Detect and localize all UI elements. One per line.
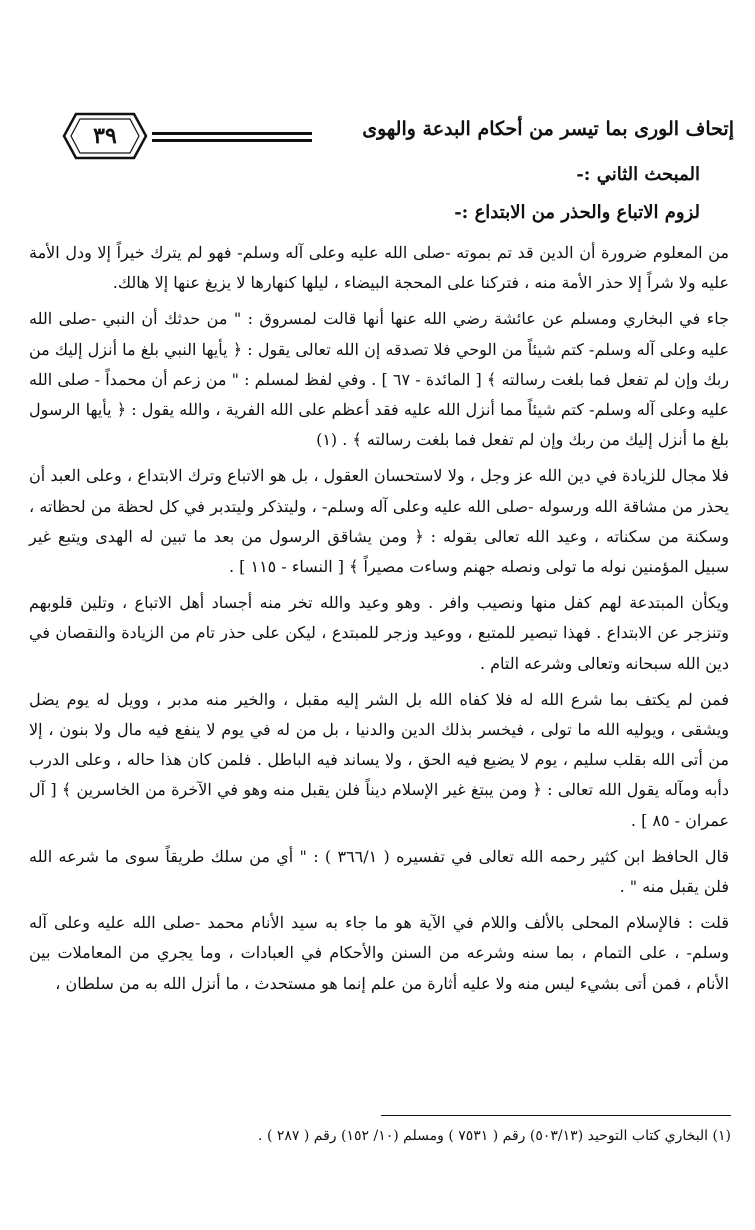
page-number: ٣٩ — [93, 123, 117, 149]
paragraph: فمن لم يكتف بما شرع الله له فلا كفاه الله بل الشر إليه مقبل ، والخير منه مدبر ، وويل له يوم يضل ويشقى ، ويوليه الله ما تولى ، فيخسر بذلك الدين والدنيا ، بل من له في يوم لا ينفع فيه مال ولا بنون ، إلا من أتى الله بقلب سليم ، يوم لا يضيع فيه الحق ، ولا يساند فيه الباطل . فلمن كان هذا حاله ، وعلى الدرب دأبه ومآله يقول الله تعالى : ﴿ ومن يبتغ غير الإسلام ديناً فلن يقبل منه وهو في الآخرة من الخاسرين ﴾ [ آل عمران - ٨٥ ] . — [29, 689, 729, 830]
paragraph: قال الحافظ ابن كثير رحمه الله تعالى في تفسيره ( ٣٦٦/١ ) : " أي من سلك طريقاً سوى ما شرعه الله فلن يقبل منه " . — [29, 846, 730, 897]
footnote: (١) البخاري كتاب التوحيد (٥٠٣/١٣) رقم ( ٧٥٣١ ) ومسلم (١٠/ ١٥٢) رقم ( ٢٨٧ ) . — [258, 1128, 731, 1144]
paragraph: من المعلوم ضرورة أن الدين قد تم بموته -صلى الله عليه وعلى آله وسلم- فهو لم يترك خيراً إلا ودل الأمة عليه ولا شراً إلا حذر الأمة منه ، فتركنا على المحجة البيضاء ، ليلها كنهارها لا يزيغ عنها إلا هالك. — [29, 243, 729, 293]
paragraph: فلا مجال للزيادة في دين الله عز وجل ، ولا لاستحسان العقول ، بل هو الاتباع وترك الابتداع ، وعلى العبد أن يحذر من مشاقة الله ورسوله -صلى الله عليه وعلى آله وسلم- ، وليتذكر وليتدبر في كل لحظة من لحظاته ، وسكنة من سكناته ، وعيد الله تعالى بقوله : ﴿ ومن يشاقق الرسول من بعد ما تبين له الهدى ويتبع غير سبيل المؤمنين نوله ما تولى ونصله جهنم وساءت مصيراً ﴾ [ النساء - ١١٥ ] . — [29, 466, 729, 577]
paragraph: جاء في البخاري ومسلم عن عائشة رضي الله عنها أنها قالت لمسروق : " من حدثك أن النبي -صلى الله عليه وعلى آله وسلم- كتم شيئاً من الوحي فلا تصدقه إن الله تعالى يقول : ﴿ يأيها النبي بلغ ما أنزل إليك من ربك وإن لم تفعل فما بلغت رسالته ﴾ [ المائدة - ٦٧ ] . وفي لفظ لمسلم : " من زعم أن محمداً - صلى الله عليه وعلى آله وسلم- كتم شيئاً مما أنزل الله عليه فقد أعظم على الله الفرية ، والله يقول : ﴿ يأيها الرسول بلغ ما أنزل إليك من ربك وإن لم تفعل فما بلغت رسالته ﴾ . (١) — [29, 309, 730, 450]
subsection-heading: لزوم الاتباع والحذر من الابتداع :- — [454, 202, 700, 223]
paragraph: قلت : فالإسلام المحلى بالألف واللام في الآية هو ما جاء به سيد الأنام محمد -صلى الله عليه وعلى آله وسلم- ، على التمام ، بما سنه وشرعه من السنن والأحكام في العبادات ، وما يجري من المعاملات بين الأنام ، فمن أتى بشيء ليس منه ولا عليه أثارة من علم إنما هو مستحدث ، ما أنزل الله به من سلطان ، — [29, 913, 730, 993]
page-number-badge — [62, 110, 148, 162]
running-header — [40, 108, 740, 164]
footnote-separator — [381, 1115, 731, 1116]
paragraph: ويكأن المبتدعة لهم كفل منها ونصيب وافر . وهو وعيد والله تخر منه أجساد أهل الاتباع ، وتلين قلوبهم وتنزجر عن الابتداع . فهذا تبصير للمتبع ، ووعيد وزجر للمبتدع ، ليكن على حذر تام من الزيادة والنقصان في دين الله سبحانه وتعالى وشرعه التام . — [29, 593, 729, 673]
body-text — [29, 238, 729, 1005]
book-title: إتحاف الورى بما تيسر من أحكام البدعة والهوى — [362, 118, 734, 140]
section-heading: المبحث الثاني :- — [576, 164, 700, 185]
header-rule — [152, 132, 312, 142]
